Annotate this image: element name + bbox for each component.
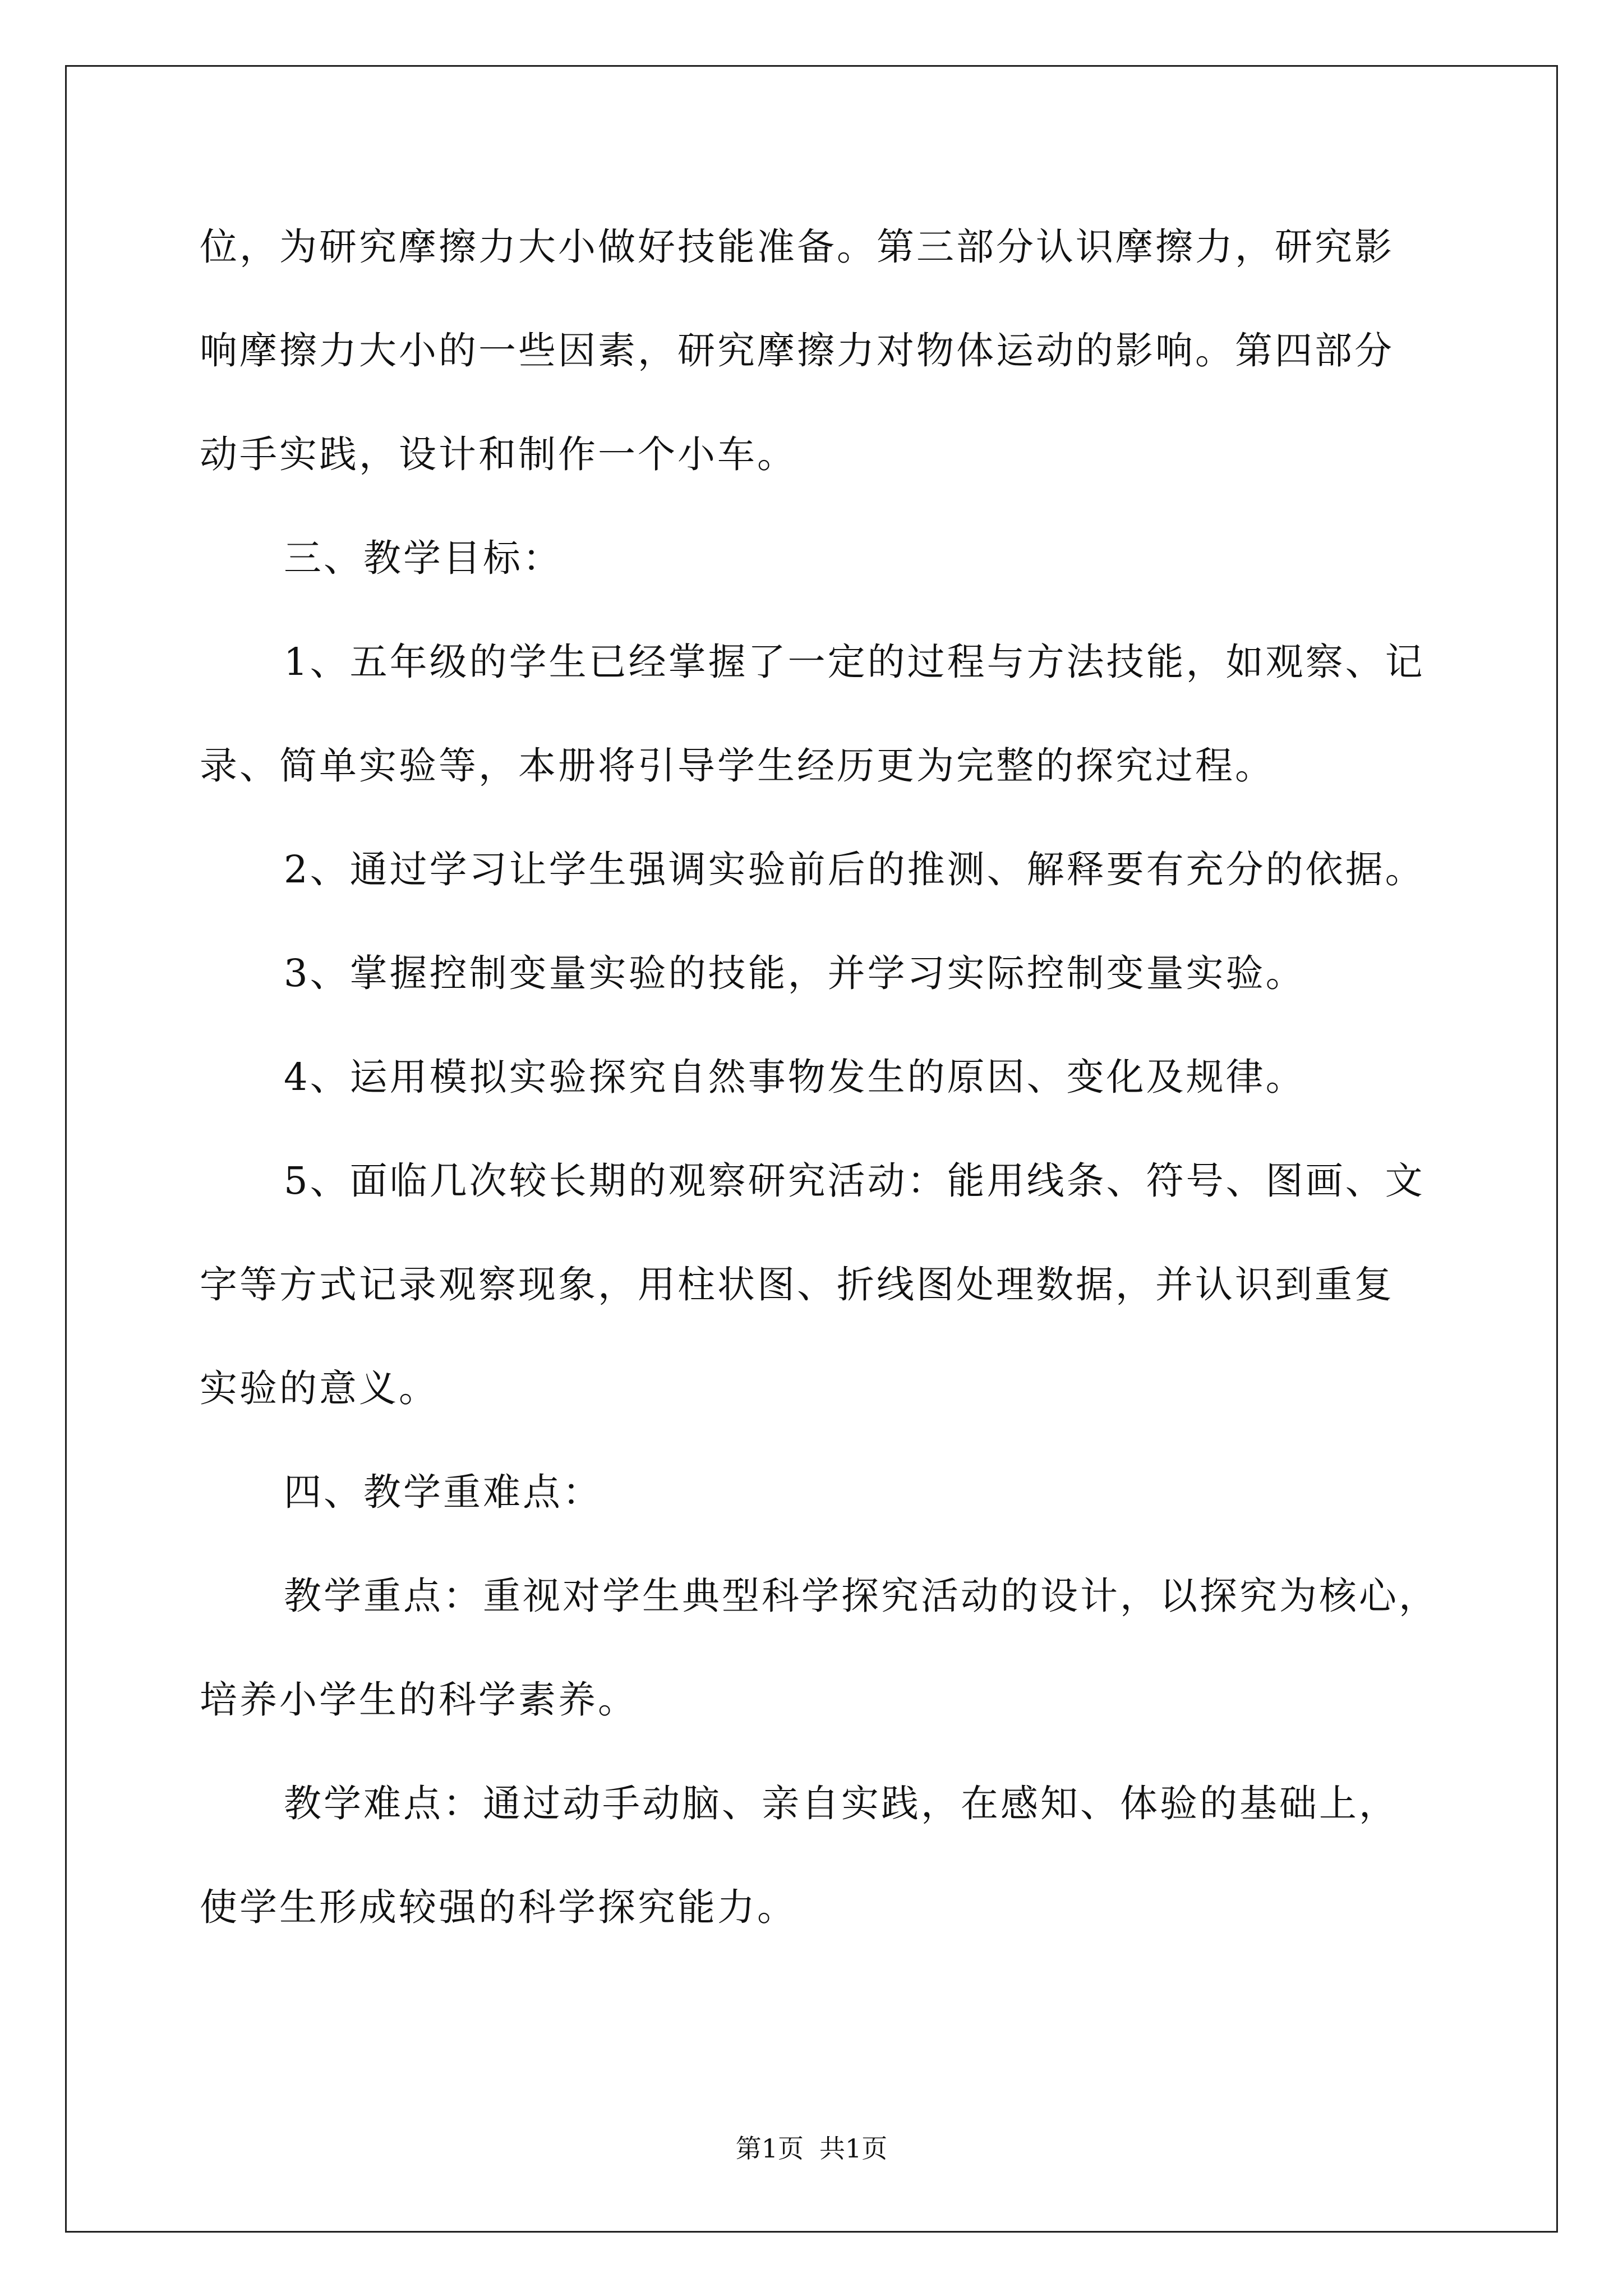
section-heading: 四、教学重难点： <box>284 1470 602 1514</box>
text-line: 4、运用模拟实验探究自然事物发生的原因、变化及规律。 <box>284 1055 1306 1099</box>
text-line: 使学生形成较强的科学探究能力。 <box>200 1885 797 1929</box>
text-line: 实验的意义。 <box>200 1366 439 1410</box>
text-line: 教学重点：重视对学生典型科学探究活动的设计，以探究为核心， <box>284 1574 1438 1618</box>
page-number-total: 共1页 <box>819 2133 888 2164</box>
text-line: 2、通过学习让学生强调实验前后的推测、解释要有充分的依据。 <box>284 848 1425 891</box>
text-line: 录、简单实验等，本册将引导学生经历更为完整的探究过程。 <box>200 744 1275 788</box>
text-line: 培养小学生的科学素养。 <box>200 1678 638 1722</box>
text-line: 位，为研究摩擦力大小做好技能准备。第三部分认识摩擦力，研究影 <box>200 225 1394 269</box>
text-line: 教学难点：通过动手动脑、亲自实践，在感知、体验的基础上， <box>284 1782 1399 1825</box>
text-line: 1、五年级的学生已经掌握了一定的过程与方法技能，如观察、记 <box>284 640 1425 684</box>
text-line: 响摩擦力大小的一些因素，研究摩擦力对物体运动的影响。第四部分 <box>200 329 1394 372</box>
text-line: 3、掌握控制变量实验的技能，并学习实际控制变量实验。 <box>284 951 1306 995</box>
section-heading: 三、教学目标： <box>284 536 562 580</box>
text-line: 字等方式记录观察现象，用柱状图、折线图处理数据，并认识到重复 <box>200 1263 1394 1306</box>
text-line: 5、面临几次较长期的观察研究活动：能用线条、符号、图画、文 <box>284 1159 1425 1203</box>
text-line: 动手实践，设计和制作一个小车。 <box>200 432 797 476</box>
page-footer <box>0 2132 1623 2165</box>
page-number-current: 第1页 <box>735 2133 804 2164</box>
